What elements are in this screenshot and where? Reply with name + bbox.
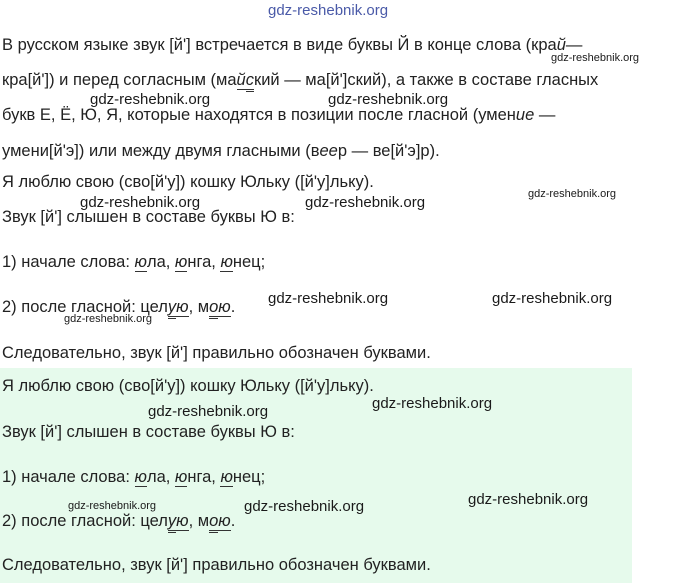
text-line-1: В русском языке звук [й'] встречается в виде буквы Й в конце слова (край— — [2, 36, 583, 54]
text-line-9: Следовательно, звук [й'] правильно обозначен буквами. — [2, 344, 431, 362]
answer-line-1: Я люблю свою (сво[й'у]) кошку Юльку ([й'у]льку). — [2, 377, 374, 395]
text-line-8: 2) после гласной: целую, мою. — [2, 297, 235, 317]
watermark: gdz-reshebnik.org — [90, 91, 211, 108]
watermark: gdz-reshebnik.org — [305, 194, 426, 211]
watermark: gdz-reshebnik.org — [468, 491, 589, 508]
watermark: gdz-reshebnik.org — [68, 500, 157, 512]
watermark: gdz-reshebnik.org — [528, 188, 617, 200]
watermark: gdz-reshebnik.org — [148, 403, 269, 420]
text-line-2: кра[й']) и перед согласным (майский — ма[й']ский), а также в составе гласных — [2, 70, 598, 90]
watermark: gdz-reshebnik.org — [64, 313, 153, 325]
answer-line-2: Звук [й'] слышен в составе буквы Ю в: — [2, 423, 295, 441]
answer-line-3: 1) начале слова: юла, юнга, юнец; — [2, 468, 266, 486]
text-line-6: Звук [й'] слышен в составе буквы Ю в: — [2, 208, 295, 226]
watermark: gdz-reshebnik.org — [268, 290, 389, 307]
watermark: gdz-reshebnik.org — [551, 52, 640, 64]
text-line-7: 1) начале слова: юла, юнга, юнец; — [2, 253, 266, 271]
text-line-4: умени[й'э]) или между двумя гласными (веер — ве[й'э]р). — [2, 142, 440, 160]
watermark: gdz-reshebnik.org — [80, 194, 201, 211]
watermark: gdz-reshebnik.org — [372, 395, 493, 412]
watermark: gdz-reshebnik.org — [328, 91, 449, 108]
text-line-3: букв Е, Ё, Ю, Я, которые находятся в позиции после гласной (умение — — [2, 106, 556, 124]
answer-line-5: Следовательно, звук [й'] правильно обозначен буквами. — [2, 556, 431, 574]
watermark: gdz-reshebnik.org — [244, 498, 365, 515]
watermark: gdz-reshebnik.org — [492, 290, 613, 307]
header-watermark: gdz-reshebnik.org — [268, 2, 389, 19]
text-line-5: Я люблю свою (сво[й'у]) кошку Юльку ([й'у]льку). — [2, 173, 374, 191]
answer-line-4: 2) после гласной: целую, мою. — [2, 511, 235, 531]
